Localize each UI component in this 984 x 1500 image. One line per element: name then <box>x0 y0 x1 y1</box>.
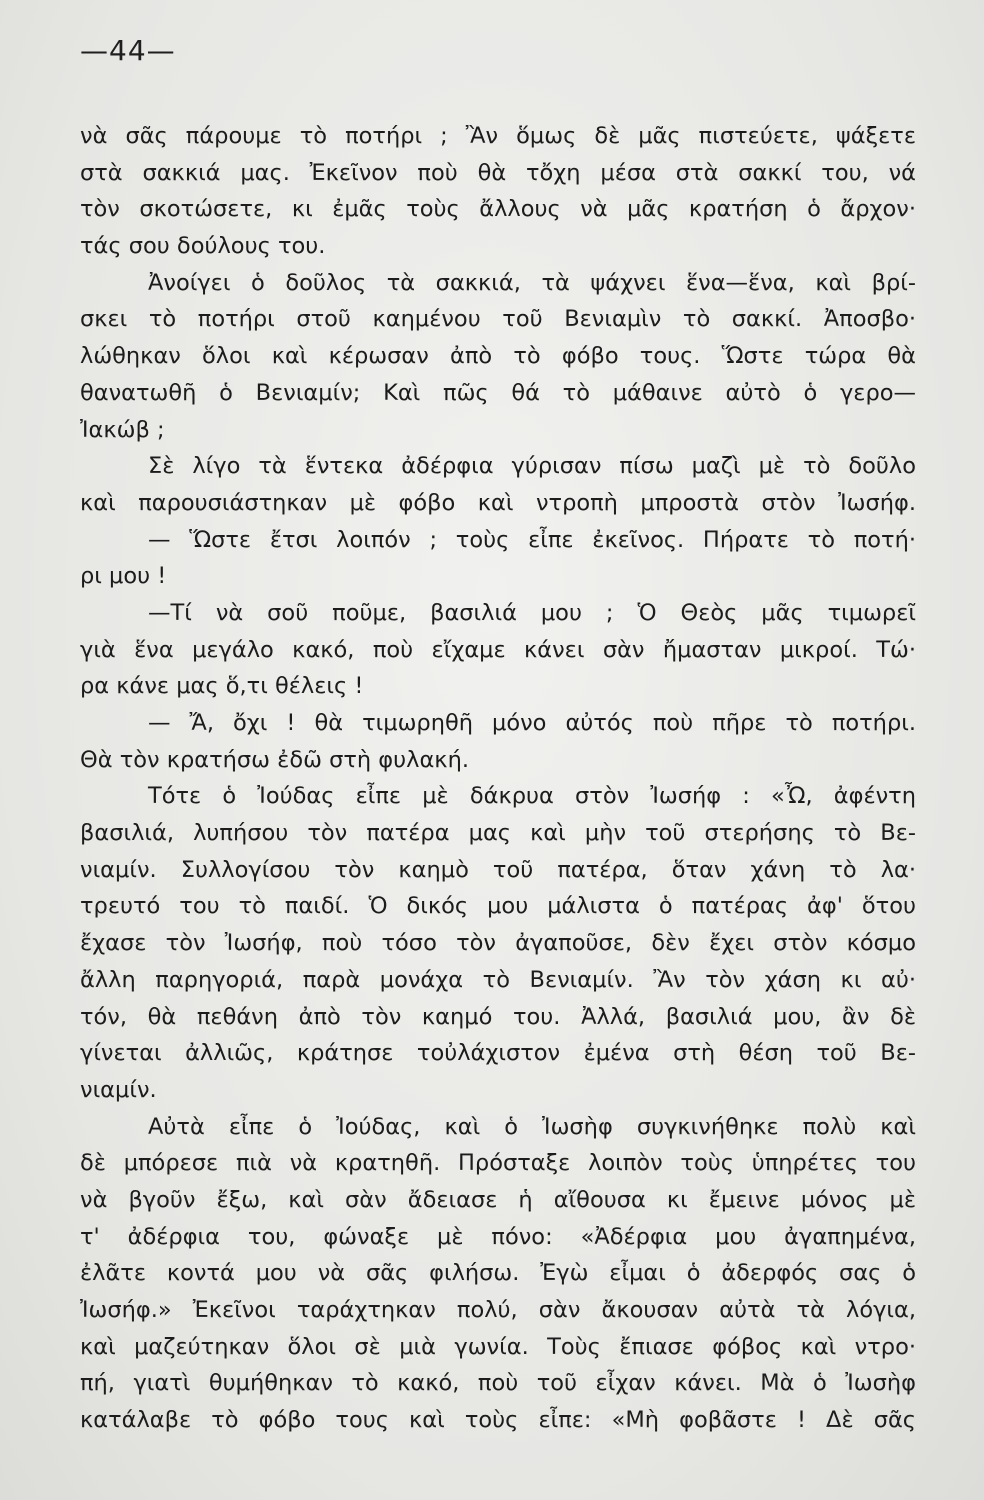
text-line: ἄλλη παρηγοριά, παρὰ μονάχα τὸ Βενιαμίν. Ἂν τὸν χάση κι αὐ· <box>80 966 916 993</box>
text-line: τ' ἀδέρφια του, φώναξε μὲ πόνο: «Ἀδέρφια μου ἀγαπημένα, <box>80 1223 916 1250</box>
text-line: γιὰ ἕνα μεγάλο κακό, ποὺ εἴχαμε κάνει σὰν ἤμασταν μικροί. Τώ· <box>80 636 916 663</box>
text-line: θανατωθῆ ὁ Βενιαμίν; Καὶ πῶς θά τὸ μάθαινε αὐτὸ ὁ γερο— <box>80 379 916 406</box>
text-line: βασιλιά, λυπήσου τὸν πατέρα μας καὶ μὴν τοῦ στερήσης τὸ Βε- <box>80 820 916 847</box>
text-line: Θὰ τὸν κρατήσω ἐδῶ στὴ φυλακή. <box>80 746 469 773</box>
text-line: Τότε ὁ Ἰούδας εἶπε μὲ δάκρυα στὸν Ἰωσήφ : «Ὦ, ἀφέντη <box>148 783 916 810</box>
text-line: στὰ σακκιά μας. Ἐκεῖνον ποὺ θὰ τὄχη μέσα στὰ σακκί του, νά <box>80 159 916 186</box>
page-number: —44— <box>80 34 176 67</box>
text-line: τόν, θὰ πεθάνη ἀπὸ τὸν καημό του. Ἀλλά, βασιλιά μου, ἂν δὲ <box>80 1003 916 1030</box>
text-line: τὸν σκοτώσετε, κι ἐμᾶς τοὺς ἄλλους νὰ μᾶς κρατήση ὁ ἄρχον· <box>80 196 916 223</box>
text-line: νὰ βγοῦν ἔξω, καὶ σὰν ἄδειασε ἡ αἴθουσα κι ἔμεινε μόνος μὲ <box>80 1186 916 1213</box>
text-line: πή, γιατὶ θυμήθηκαν τὸ κακό, ποὺ τοῦ εἶχαν κάνει. Μὰ ὁ Ἰωσὴφ <box>80 1370 916 1397</box>
text-line: Αὐτὰ εἶπε ὁ Ἰούδας, καὶ ὁ Ἰωσὴφ συγκινήθηκε πολὺ καὶ <box>148 1113 916 1140</box>
text-line: ἔχασε τὸν Ἰωσήφ, ποὺ τόσο τὸν ἀγαποῦσε, δὲν ἔχει στὸν κόσμο <box>80 930 916 957</box>
body-text <box>80 118 916 1439</box>
text-line: Ἀνοίγει ὁ δοῦλος τὰ σακκιά, τὰ ψάχνει ἕνα—ἕνα, καὶ βρί- <box>148 269 916 296</box>
text-line: ρα κάνε μας ὅ,τι θέλεις ! <box>80 673 364 700</box>
text-line: σκει τὸ ποτήρι στοῦ καημένου τοῦ Βενιαμὶν τὸ σακκί. Ἀποσβο· <box>80 306 916 333</box>
text-line: νιαμίν. Συλλογίσου τὸν καημὸ τοῦ πατέρα, ὅταν χάνη τὸ λα· <box>80 856 916 883</box>
text-line: —Τί νὰ σοῦ ποῦμε, βασιλιά μου ; Ὁ Θεὸς μᾶς τιμωρεῖ <box>148 599 916 626</box>
text-line: Σὲ λίγο τὰ ἕντεκα ἀδέρφια γύρισαν πίσω μαζὶ μὲ τὸ δοῦλο <box>148 453 916 480</box>
text-line: ρι μου ! <box>80 563 167 590</box>
text-line: λώθηκαν ὅλοι καὶ κέρωσαν ἀπὸ τὸ φόβο τους. Ὥστε τώρα θὰ <box>80 343 916 370</box>
text-line: νιαμίν. <box>80 1076 157 1103</box>
text-line: καὶ παρουσιάστηκαν μὲ φόβο καὶ ντροπὴ μπροστὰ στὸν Ἰωσήφ. <box>80 489 916 516</box>
text-line: καὶ μαζεύτηκαν ὅλοι σὲ μιὰ γωνία. Τοὺς ἔπιασε φόβος καὶ ντρο· <box>80 1333 916 1360</box>
text-line: κατάλαβε τὸ φόβο τους καὶ τοὺς εἶπε: «Μὴ φοβᾶστε ! Δὲ σᾶς <box>80 1407 916 1434</box>
text-line: νὰ σᾶς πάρουμε τὸ ποτήρι ; Ἂν ὅμως δὲ μᾶς πιστεύετε, ψάξετε <box>80 123 916 149</box>
text-line: γίνεται ἀλλιῶς, κράτησε τοὐλάχιστον ἐμένα στὴ θέση τοῦ Βε- <box>80 1040 916 1067</box>
text-line: τάς σου δούλους του. <box>80 233 326 260</box>
text-line: — Ἄ, ὄχι ! θὰ τιμωρηθῆ μόνο αὐτός ποὺ πῆρε τὸ ποτήρι. <box>148 710 916 736</box>
text-line: Ἰωσήφ.» Ἐκεῖνοι ταράχτηκαν πολύ, σὰν ἄκουσαν αὐτὰ τὰ λόγια, <box>80 1297 916 1323</box>
text-line: — Ὥστε ἔτσι λοιπόν ; τοὺς εἶπε ἐκεῖνος. Πήρατε τὸ ποτή· <box>148 526 916 553</box>
text-line: τρευτό του τὸ παιδί. Ὁ δικός μου μάλιστα ὁ πατέρας ἀφ' ὅτου <box>80 893 916 920</box>
text-line: δὲ μπόρεσε πιὰ νὰ κρατηθῆ. Πρόσταξε λοιπὸν τοὺς ὑπηρέτες του <box>80 1150 916 1177</box>
text-line: ἐλᾶτε κοντά μου νὰ σᾶς φιλήσω. Ἐγὼ εἶμαι ὁ ἀδερφός σας ὁ <box>80 1260 916 1287</box>
text-line: Ἰακώβ ; <box>80 416 165 443</box>
